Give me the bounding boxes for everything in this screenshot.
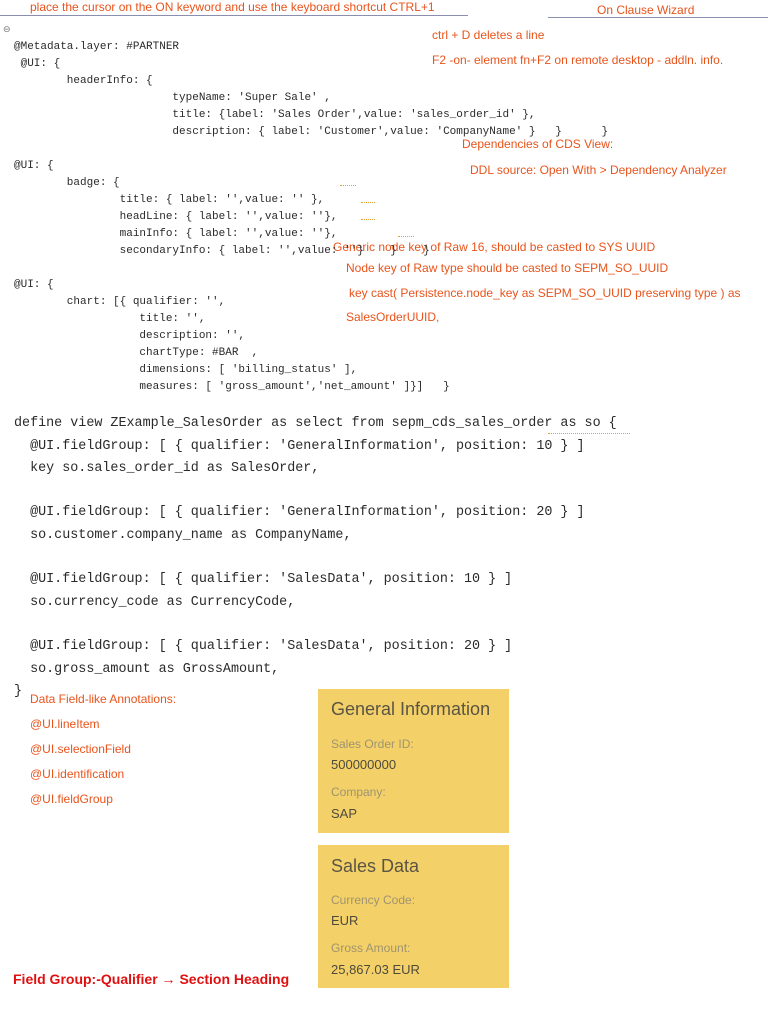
code-line: key so.sales_order_id as SalesOrder, bbox=[14, 460, 320, 476]
code-line: title: '', bbox=[14, 313, 206, 325]
sales-data-card bbox=[318, 845, 509, 988]
code-line bbox=[14, 141, 608, 158]
code-line: @UI.fieldGroup: [ { qualifier: 'SalesData', position: 20 } ] bbox=[14, 639, 513, 655]
top-instruction-note: place the cursor on the ON keyword and use the keyboard shortcut CTRL+1 bbox=[30, 0, 435, 14]
sales-order-uuid-note: SalesOrderUUID, bbox=[346, 310, 440, 324]
code-line bbox=[14, 547, 617, 569]
code-line: @UI: { bbox=[14, 160, 54, 172]
code-line: badge: { bbox=[14, 177, 120, 189]
code-line: typeName: 'Super Sale' , bbox=[14, 92, 331, 104]
code-line: so.gross_amount as GrossAmount, bbox=[14, 661, 280, 677]
annotation-list bbox=[30, 692, 176, 817]
field-label: Company: bbox=[331, 785, 386, 799]
code-line: mainInfo: { label: '',value: ''}, bbox=[14, 228, 338, 240]
field-value: EUR bbox=[331, 913, 359, 928]
code-line: so.customer.company_name as CompanyName, bbox=[14, 527, 352, 543]
spellcheck-mark bbox=[361, 200, 375, 203]
code-line: chartType: #BAR , bbox=[14, 347, 259, 359]
field-group-footer-label: Field Group:-Qualifier → Section Heading bbox=[13, 971, 290, 987]
annotation-item: @UI.lineItem bbox=[30, 717, 100, 731]
code-line: title: {label: 'Sales Order',value: 'sales_order_id' }, bbox=[14, 109, 536, 121]
code-line: description: '', bbox=[14, 330, 246, 342]
collapse-icon[interactable]: ⊖ bbox=[3, 25, 11, 35]
code-line: @UI: { bbox=[14, 279, 54, 291]
code-line: @Metadata.layer: #PARTNER bbox=[14, 41, 180, 53]
card-heading: General Information bbox=[331, 699, 491, 719]
ddl-source-note: DDL source: Open With > Dependency Analyzer bbox=[470, 163, 727, 177]
card-heading: Sales Data bbox=[331, 856, 420, 876]
field-label: Sales Order ID: bbox=[331, 737, 414, 751]
field-value: SAP bbox=[331, 806, 358, 821]
code-line: measures: [ 'gross_amount','net_amount' ]}] } bbox=[14, 381, 450, 393]
node-key-note: Node key of Raw type should be casted to SEPM_SO_UUID bbox=[346, 261, 669, 275]
code-line bbox=[14, 260, 608, 277]
view-code-block bbox=[14, 391, 617, 725]
field-value: 25,867.03 EUR bbox=[331, 962, 420, 977]
code-line: so.currency_code as CurrencyCode, bbox=[14, 594, 296, 610]
code-line: @UI: { bbox=[14, 58, 61, 70]
annotation-item: @UI.identification bbox=[30, 767, 125, 781]
code-line: headerInfo: { bbox=[14, 75, 153, 87]
code-line: } bbox=[14, 683, 23, 699]
code-line: dimensions: [ 'billing_status' ], bbox=[14, 364, 358, 376]
dependencies-title-note: Dependencies of CDS View: bbox=[462, 137, 614, 151]
annotation-list-title: Data Field-like Annotations: bbox=[30, 692, 177, 706]
code-line: define view ZExample_SalesOrder as select from sepm_cds_sales_order as so { bbox=[14, 416, 617, 432]
key-cast-note: key cast( Persistence.node_key as SEPM_SO_UUID preserving type ) as bbox=[349, 286, 741, 300]
code-line: title: { label: '',value: '' }, bbox=[14, 194, 325, 206]
code-line: secondaryInfo: { label: '',value: ''} } } bbox=[14, 245, 430, 257]
ctrl-d-note: ctrl + D deletes a line bbox=[432, 28, 545, 42]
general-information-card bbox=[318, 689, 509, 833]
code-line: description: { label: 'Customer',value: 'CompanyName' } } } bbox=[14, 126, 609, 138]
wizard-underline bbox=[548, 17, 768, 18]
field-label: Gross Amount: bbox=[331, 941, 411, 955]
code-line: @UI.fieldGroup: [ { qualifier: 'GeneralInformation', position: 10 } ] bbox=[14, 438, 585, 454]
annotation-item: @UI.selectionField bbox=[30, 742, 131, 756]
annotation-item: @UI.fieldGroup bbox=[30, 792, 113, 806]
spellcheck-mark bbox=[340, 183, 356, 186]
code-line bbox=[14, 614, 617, 636]
top-instruction-underline bbox=[0, 15, 468, 16]
metadata-code-block bbox=[14, 22, 608, 413]
spellcheck-mark bbox=[398, 234, 414, 237]
generic-node-note: Generic node key of Raw 16, should be casted to SYS UUID bbox=[333, 240, 656, 254]
field-label: Currency Code: bbox=[331, 893, 416, 907]
code-line bbox=[14, 480, 617, 502]
field-value: 500000000 bbox=[331, 757, 397, 772]
spellcheck-mark bbox=[361, 217, 375, 220]
f2-note: F2 -on- element fn+F2 on remote desktop - addln. info. bbox=[432, 53, 724, 67]
code-line: @UI.fieldGroup: [ { qualifier: 'GeneralInformation', position: 20 } ] bbox=[14, 505, 585, 521]
code-line: @UI.fieldGroup: [ { qualifier: 'SalesData', position: 10 } ] bbox=[14, 572, 513, 588]
code-line: headLine: { label: '',value: ''}, bbox=[14, 211, 338, 223]
code-line: chart: [{ qualifier: '', bbox=[14, 296, 226, 308]
wizard-note: On Clause Wizard bbox=[597, 3, 695, 17]
